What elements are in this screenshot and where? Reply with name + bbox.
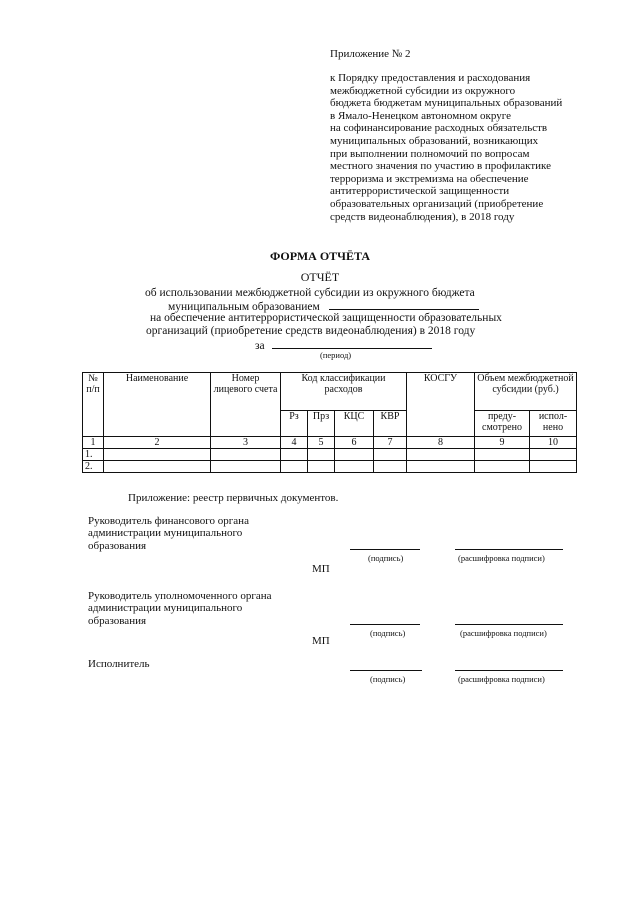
- table-cell[interactable]: [104, 461, 211, 473]
- signature-line[interactable]: [350, 549, 420, 550]
- order-line: к Порядку предоставления и расходования: [330, 72, 531, 84]
- stamp-place: МП: [312, 635, 330, 647]
- header-rz: Рз: [281, 411, 308, 437]
- signer-line: Руководитель уполномоченного органа: [88, 590, 272, 602]
- row-number: 1.: [83, 449, 104, 461]
- order-line: средств видеонаблюдения), в 2018 году: [330, 210, 515, 223]
- header-planned: преду-смотрено: [475, 411, 530, 437]
- table-cell[interactable]: [281, 449, 308, 461]
- signer-finance: [88, 515, 249, 552]
- row-number: 2.: [83, 461, 104, 473]
- table-cell[interactable]: [211, 461, 281, 473]
- order-line: в Ямало-Ненецком автономном округе: [330, 109, 512, 122]
- report-title: ОТЧЁТ: [300, 270, 340, 284]
- decode-caption: (расшифровка подписи): [460, 628, 547, 638]
- table-cell[interactable]: [211, 449, 281, 461]
- header-account: Номер лицевого счета: [211, 373, 281, 437]
- table-cell[interactable]: [335, 449, 374, 461]
- table-cell[interactable]: [374, 449, 407, 461]
- order-line: межбюджетной субсидии из окружного: [330, 84, 516, 97]
- signer-line: администрации муниципального: [88, 527, 243, 540]
- order-line: на софинансирование расходных обязательств: [330, 122, 548, 135]
- table-cell[interactable]: [104, 449, 211, 461]
- col-number: 2: [104, 437, 211, 449]
- table-cell[interactable]: [530, 449, 577, 461]
- col-number: 3: [211, 437, 281, 449]
- col-number: 5: [308, 437, 335, 449]
- order-line: антитеррористической защищенности: [330, 185, 510, 198]
- decode-line[interactable]: [455, 670, 563, 671]
- decode-line[interactable]: [455, 624, 563, 625]
- attachment-note: Приложение: реестр первичных документов.: [128, 492, 339, 504]
- order-reference: [330, 72, 630, 223]
- table-cell[interactable]: [308, 449, 335, 461]
- signature-caption: (подпись): [368, 553, 404, 563]
- signature-line[interactable]: [350, 624, 420, 625]
- order-line: образовательных организаций (приобретение: [330, 197, 544, 210]
- decode-caption: (расшифровка подписи): [458, 553, 545, 563]
- report-line-3: на обеспечение антитеррористической защищенности образовательных: [150, 312, 502, 324]
- signer-executor: [88, 658, 150, 670]
- signature-caption: (подпись): [370, 674, 406, 684]
- col-number: 9: [475, 437, 530, 449]
- period-blank[interactable]: [272, 338, 432, 349]
- signer-line: образования: [88, 614, 147, 627]
- report-line-4: организаций (приобретение средств видеонаблюдения) в 2018 году: [146, 325, 476, 337]
- signer-line: образования: [88, 539, 147, 552]
- header-code: Код классификации расходов: [281, 373, 407, 411]
- signer-authorized: [88, 590, 272, 627]
- for-label: за: [255, 340, 265, 352]
- table-header-row: [83, 373, 577, 411]
- header-no: № п/п: [83, 373, 104, 437]
- table-row: [83, 461, 577, 473]
- header-kcs: КЦС: [335, 411, 374, 437]
- table-number-row: [83, 437, 577, 449]
- order-line: муниципальных образований, возникающих: [330, 134, 539, 147]
- table-cell[interactable]: [335, 461, 374, 473]
- header-prz: Прз: [308, 411, 335, 437]
- col-number: 7: [374, 437, 407, 449]
- signer-line: администрации муниципального: [88, 602, 243, 615]
- table-row: [83, 449, 577, 461]
- header-volume: Объем межбюджетной субсидии (руб.): [475, 373, 577, 411]
- header-name: Наименование: [104, 373, 211, 437]
- col-number: 8: [407, 437, 475, 449]
- order-line: при выполнении полномочий по вопросам: [330, 147, 530, 160]
- col-number: 4: [281, 437, 308, 449]
- form-title: ФОРМА ОТЧЁТА: [269, 249, 371, 263]
- table-cell[interactable]: [475, 461, 530, 473]
- report-line-1: об использовании межбюджетной субсидии из окружного бюджета: [145, 287, 475, 299]
- col-number: 1: [83, 437, 104, 449]
- table-cell[interactable]: [281, 461, 308, 473]
- order-line: бюджета бюджетам муниципальных образований: [330, 97, 563, 110]
- signer-line: Исполнитель: [88, 658, 150, 670]
- period-caption: (период): [320, 350, 352, 360]
- order-line: местного значения по участию в профилактике: [330, 160, 552, 173]
- municipality-blank[interactable]: [329, 299, 479, 310]
- table-cell[interactable]: [374, 461, 407, 473]
- decode-caption: (расшифровка подписи): [458, 674, 545, 684]
- report-table: [82, 372, 577, 473]
- decode-line[interactable]: [455, 549, 563, 550]
- stamp-place: МП: [312, 563, 330, 575]
- header-executed: испол-нено: [530, 411, 577, 437]
- signer-line: Руководитель финансового органа: [88, 515, 249, 527]
- table-cell[interactable]: [530, 461, 577, 473]
- header-kvr: КВР: [374, 411, 407, 437]
- signature-line[interactable]: [350, 670, 422, 671]
- report-line-2: [168, 299, 479, 313]
- col-number: 10: [530, 437, 577, 449]
- table-cell[interactable]: [308, 461, 335, 473]
- header-kosgu: КОСГУ: [407, 373, 475, 437]
- table-cell[interactable]: [407, 449, 475, 461]
- table-cell[interactable]: [475, 449, 530, 461]
- appendix-number: Приложение № 2: [330, 48, 411, 60]
- signature-caption: (подпись): [370, 628, 406, 638]
- order-line: терроризма и экстремизма на обеспечение: [330, 172, 529, 185]
- col-number: 6: [335, 437, 374, 449]
- municipality-label: муниципальным образованием: [168, 301, 320, 313]
- table-cell[interactable]: [407, 461, 475, 473]
